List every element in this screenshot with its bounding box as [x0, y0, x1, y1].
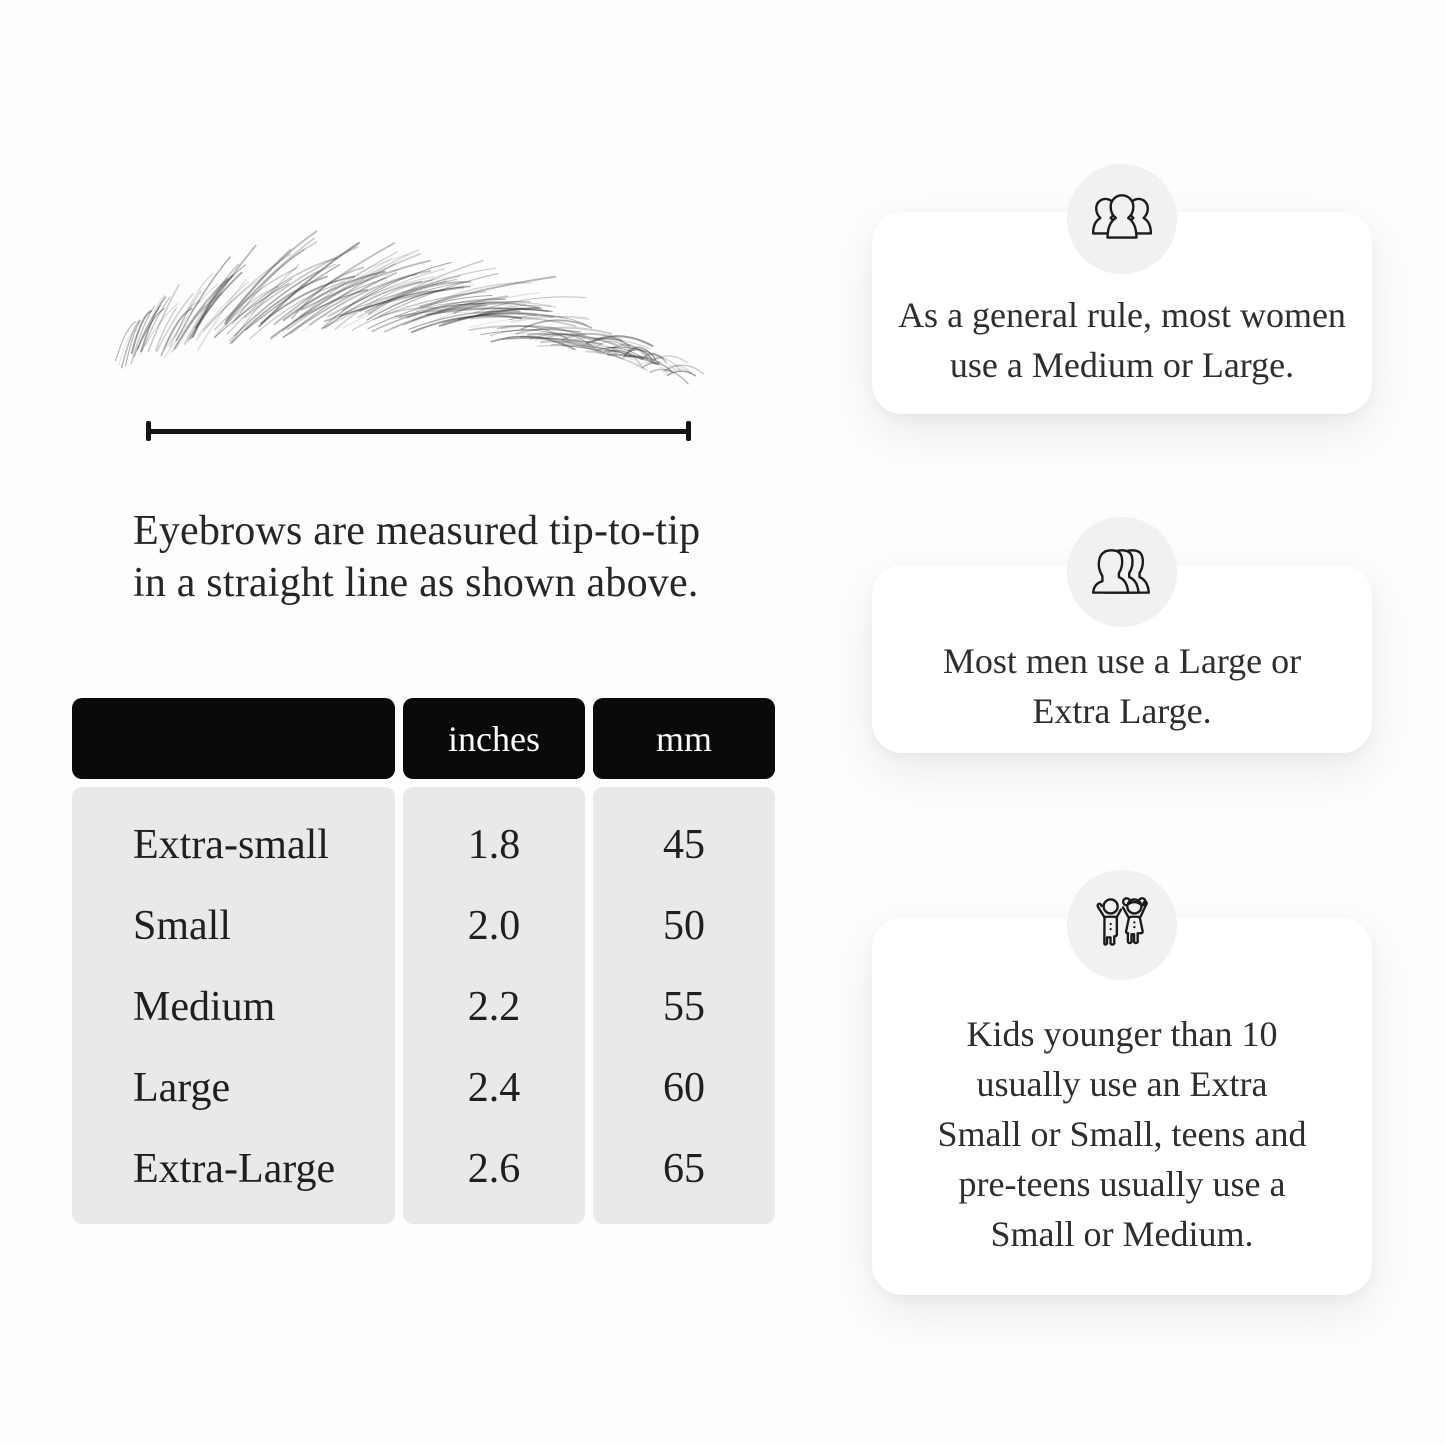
mm-value: 50: [663, 903, 705, 950]
women-group-icon: [1089, 186, 1155, 252]
measurement-caption: [133, 505, 700, 609]
kids-card-line-3: Small or Small, teens and: [937, 1113, 1307, 1154]
header-cell-inches: inches: [403, 698, 585, 779]
kids-card-line-1: Kids younger than 10: [966, 1013, 1278, 1054]
men-card-line-2: Extra Large.: [1032, 691, 1212, 731]
mm-value: 55: [663, 983, 705, 1030]
inches-value: 2.4: [467, 1064, 521, 1111]
size-table-header: [72, 698, 775, 779]
size-name: Extra-small: [133, 822, 329, 869]
kids-info-card: [872, 918, 1372, 1295]
measurement-bar: [146, 429, 691, 434]
kids-icon: [1089, 892, 1155, 958]
mm-value: 65: [663, 1145, 705, 1192]
inches-value: 1.8: [467, 822, 521, 869]
size-name: Small: [133, 903, 232, 950]
women-card-text: [872, 272, 1372, 408]
inches-value: 2.0: [467, 903, 521, 950]
kids-card-line-5: Small or Medium.: [990, 1213, 1254, 1254]
caption-line-1: Eyebrows are measured tip-to-tip: [133, 508, 701, 554]
mm-column: [593, 787, 775, 1224]
size-name-column: [72, 787, 395, 1224]
women-card-line-2: use a Medium or Large.: [949, 345, 1295, 385]
size-name: Large: [133, 1064, 231, 1111]
size-name: Extra-Large: [133, 1145, 336, 1192]
kids-card-line-2: usually use an Extra: [976, 1063, 1268, 1104]
kids-card-line-4: pre-teens usually use a: [958, 1163, 1286, 1204]
caption-line-2: in a straight line as shown above.: [133, 560, 699, 606]
size-table: [72, 698, 775, 1224]
inches-value: 2.6: [467, 1145, 521, 1192]
inches-column: [403, 787, 585, 1224]
men-card-line-1: Most men use a Large or: [942, 641, 1302, 681]
inches-value: 2.2: [467, 983, 521, 1030]
eyebrow-illustration: [103, 226, 711, 418]
kids-icon-circle: [1067, 870, 1177, 980]
men-info-card: [872, 565, 1372, 753]
header-cell-blank: [72, 698, 395, 779]
header-cell-mm: mm: [593, 698, 775, 779]
men-group-icon: [1089, 539, 1155, 605]
men-icon-circle: [1067, 517, 1177, 627]
mm-value: 60: [663, 1064, 705, 1111]
kids-card-text: [872, 978, 1372, 1289]
size-name: Medium: [133, 983, 276, 1030]
women-card-line-1: As a general rule, most women: [898, 295, 1346, 335]
measurement-line: [146, 421, 691, 441]
mm-value: 45: [663, 822, 705, 869]
men-card-text: [872, 625, 1372, 747]
women-info-card: [872, 212, 1372, 414]
size-table-body: [72, 787, 775, 1224]
measurement-right-tick: [686, 421, 691, 441]
women-icon-circle: [1067, 164, 1177, 274]
